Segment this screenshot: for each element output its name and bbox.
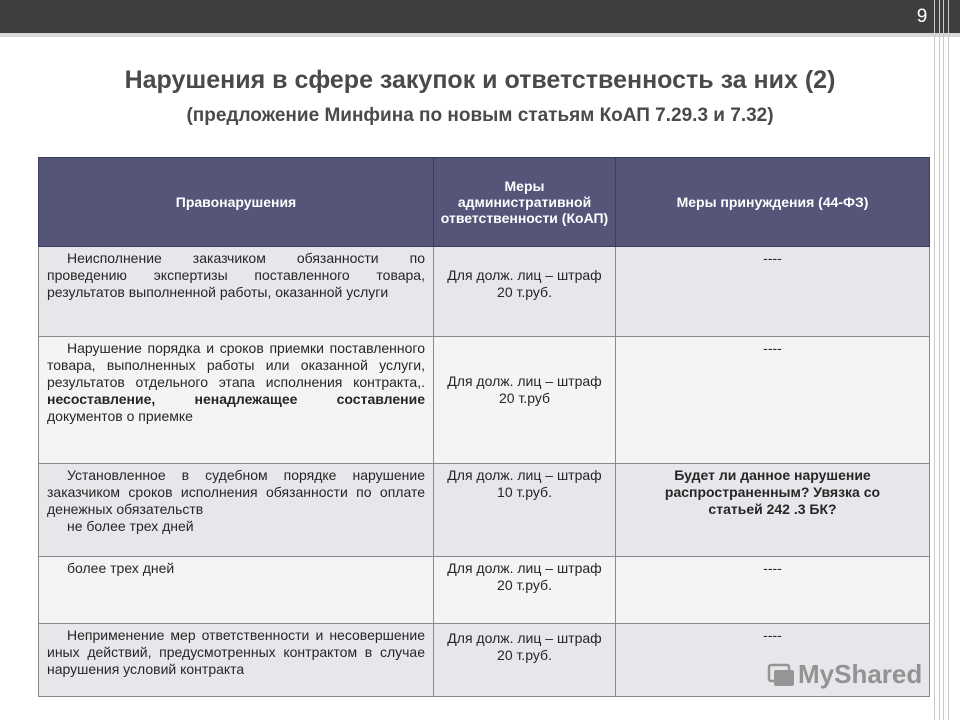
admin-measure-cell: Для долж. лиц – штраф 20 т.руб.: [434, 557, 616, 624]
top-bar-separator: [0, 33, 960, 37]
page-number: 9: [916, 6, 928, 27]
myshared-watermark: [766, 656, 922, 692]
header-coercion-measures: Меры принуждения (44-ФЗ): [616, 158, 930, 247]
offense-cell: Установленное в судебном порядке нарушение заказчиком сроков исполнения обязанности по оплате денежных обязательств не более трех дней: [39, 464, 434, 557]
coercion-cell: ----: [616, 247, 930, 337]
table-row: [39, 464, 930, 557]
slide-subtitle: (предложение Минфина по новым статьям КоАП 7.29.3 и 7.32): [186, 105, 774, 126]
table-row: [39, 337, 930, 464]
coercion-cell: Будет ли данное нарушение распространенным? Увязка со статьей 242 .3 БК?: [616, 464, 930, 557]
header-offenses: Правонарушения: [39, 158, 434, 247]
header-admin-measures: Меры административной ответственности (КоАП): [434, 158, 616, 247]
admin-measure-cell: Для долж. лиц – штраф 20 т.руб.: [434, 247, 616, 337]
admin-measure-cell: Для долж. лиц – штраф 10 т.руб.: [434, 464, 616, 557]
coercion-cell: ----: [616, 557, 930, 624]
slide-title: Нарушения в сфере закупок и ответственность за них (2): [124, 66, 836, 94]
offense-cell: Неприменение мер ответственности и несовершение иных действий, предусмотренных контрактом в случае нарушения условий контракта: [39, 624, 434, 697]
admin-measure-cell: Для долж. лиц – штраф 20 т.руб.: [434, 624, 616, 697]
watermark-text: MyShared: [798, 658, 923, 689]
admin-measure-cell: Для долж. лиц – штраф 20 т.руб: [434, 337, 616, 464]
table-row: [39, 557, 930, 624]
offense-cell: более трех дней: [39, 557, 434, 624]
offense-cell: Неисполнение заказчиком обязанности по проведению экспертизы поставленного товара, результатов выполненной работы, оказанной услуги: [39, 247, 434, 337]
coercion-cell: ----: [616, 624, 930, 697]
table-row: [39, 247, 930, 337]
myshared-logo-icon: [766, 661, 794, 687]
top-bar: [0, 0, 960, 33]
offense-cell: Нарушение порядка и сроков приемки поставленного товара, выполненных работы или оказанной услуги, результатов отдельного этапа исполнения контракта,. несоставление, ненадлежащее составление документов о приемке: [39, 337, 434, 464]
violations-table: [38, 157, 930, 697]
coercion-cell: ----: [616, 337, 930, 464]
